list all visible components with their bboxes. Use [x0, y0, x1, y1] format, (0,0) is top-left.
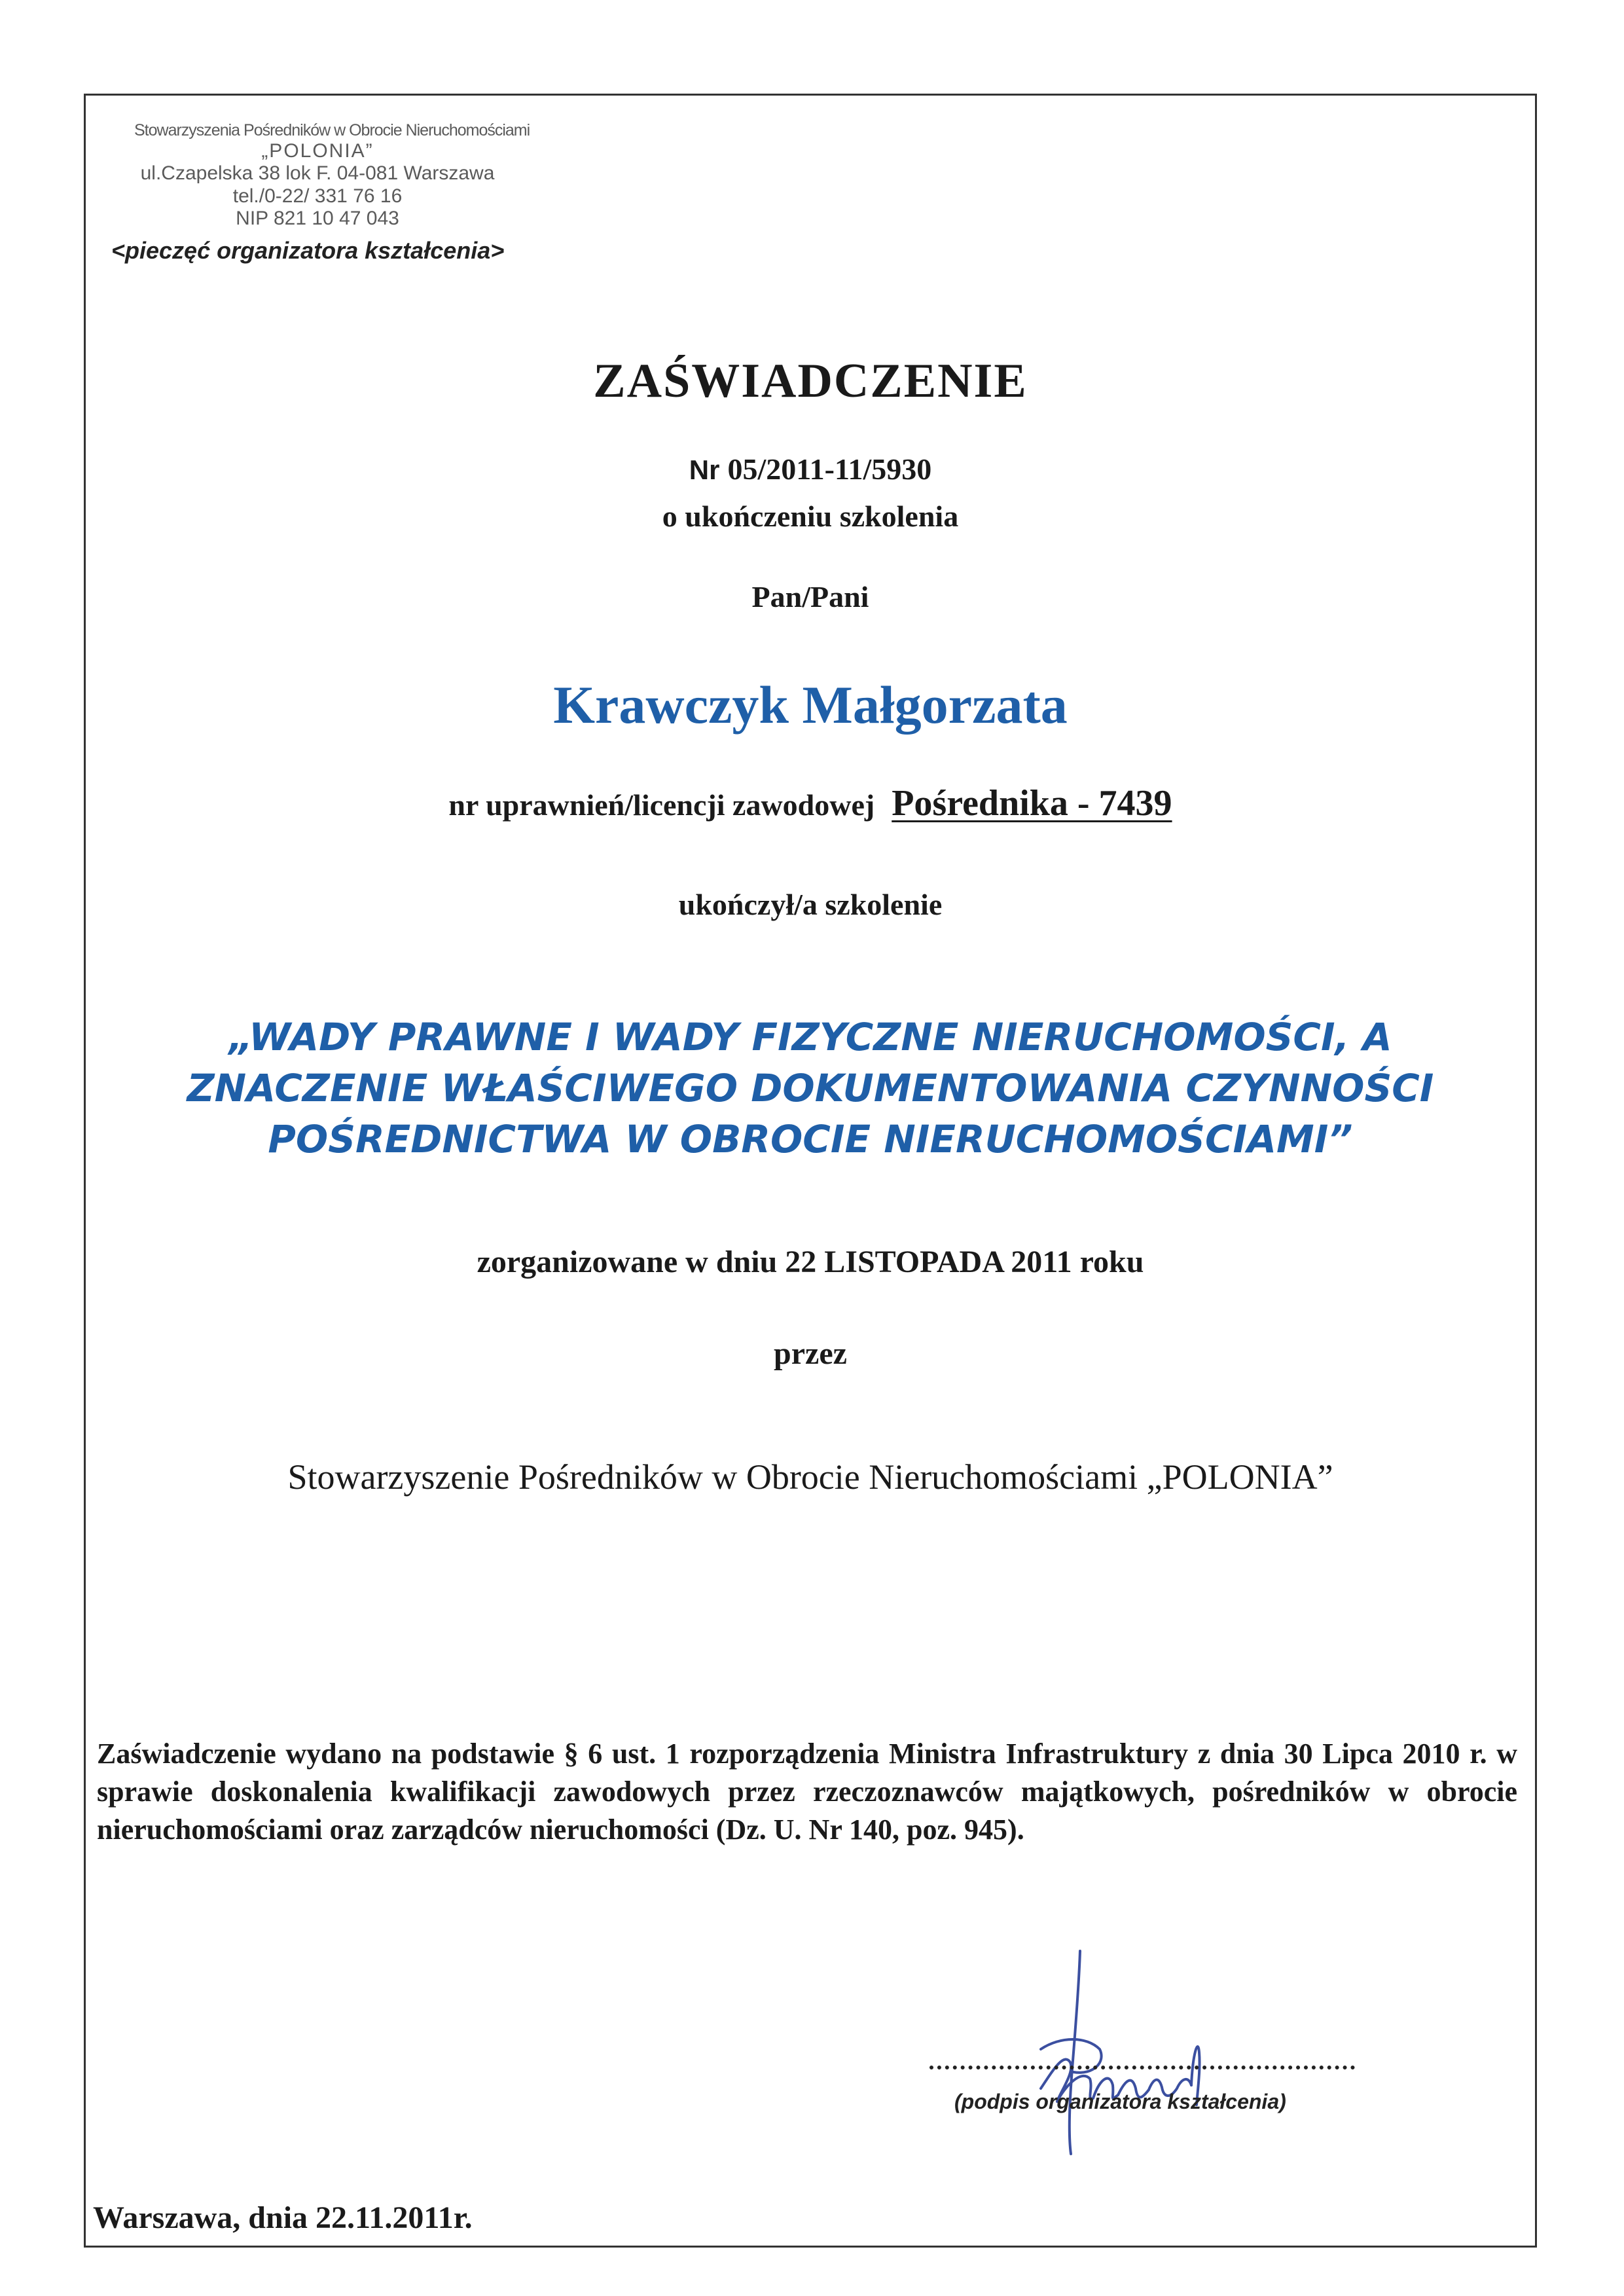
certificate-number [84, 452, 1537, 486]
legal-basis: Zaświadczenie wydano na podstawie § 6 ust. 1 rozporządzenia Ministra Infrastruktury z dnia 30 Lipca 2010 r. w sprawie doskonalenia kwalifikacji zawodowych przez rzeczoznawców majątkowych, pośredników w obrocie nieruchomościami oraz zarządców nieruchomości (Dz. U. Nr 140, poz. 945). [97, 1738, 1517, 1846]
stamp-org-line: Stowarzyszenia Pośredników w Obrocie Nieruchomościami [134, 121, 530, 139]
person-name: Krawczyk Małgorzata [553, 675, 1068, 735]
certificate-number-value: 05/2011-11/5930 [727, 452, 932, 486]
stamp-org-name: „POLONIA” [261, 139, 374, 162]
document-frame [84, 94, 1537, 2248]
organized-date: zorganizowane w dniu 22 LISTOPADA 2011 roku [477, 1245, 1144, 1279]
stamp-nip: NIP 821 10 47 043 [236, 208, 399, 230]
completed-text: ukończył/a szkolenie [678, 888, 943, 921]
stamp-address: ul.Czapelska 38 lok F. 04-081 Warszawa [140, 162, 495, 185]
signature-caption: (podpis organizatora kształcenia) [954, 2090, 1286, 2113]
by-text: przez [774, 1336, 847, 1371]
license-value: Pośrednika - 7439 [892, 783, 1172, 824]
stamp-caption: <pieczęć organizatora kształcenia> [111, 237, 505, 264]
license-label: nr uprawnień/licencji zawodowej [448, 788, 875, 822]
salutation: Pan/Pani [751, 580, 869, 613]
course-title-line: „WADY PRAWNE I WADY FIZYCZNE NIERUCHOMOŚCI, A [228, 1015, 1392, 1059]
course-title [84, 1011, 1537, 1165]
course-title-line: ZNACZENIE WŁAŚCIWEGO DOKUMENTOWANIA CZYNNOŚCI [187, 1066, 1434, 1110]
organizer-stamp [134, 121, 530, 230]
organizer-name: Stowarzyszenie Pośredników w Obrocie Nieruchomościami „POLONIA” [287, 1457, 1333, 1497]
signature-graphic [1001, 1938, 1276, 2160]
license-line [84, 782, 1537, 824]
stamp-phone: tel./0-22/ 331 76 16 [232, 185, 403, 207]
course-title-line: POŚREDNICTWA W OBROCIE NIERUCHOMOŚCIAMI” [268, 1117, 1353, 1161]
document-title: ZAŚWIADCZENIE [593, 354, 1028, 408]
certificate-subtitle: o ukończeniu szkolenia [662, 500, 959, 533]
certificate-number-label: Nr [689, 454, 720, 485]
signature-line [929, 2066, 1355, 2069]
place-and-date: Warszawa, dnia 22.11.2011r. [93, 2200, 473, 2235]
